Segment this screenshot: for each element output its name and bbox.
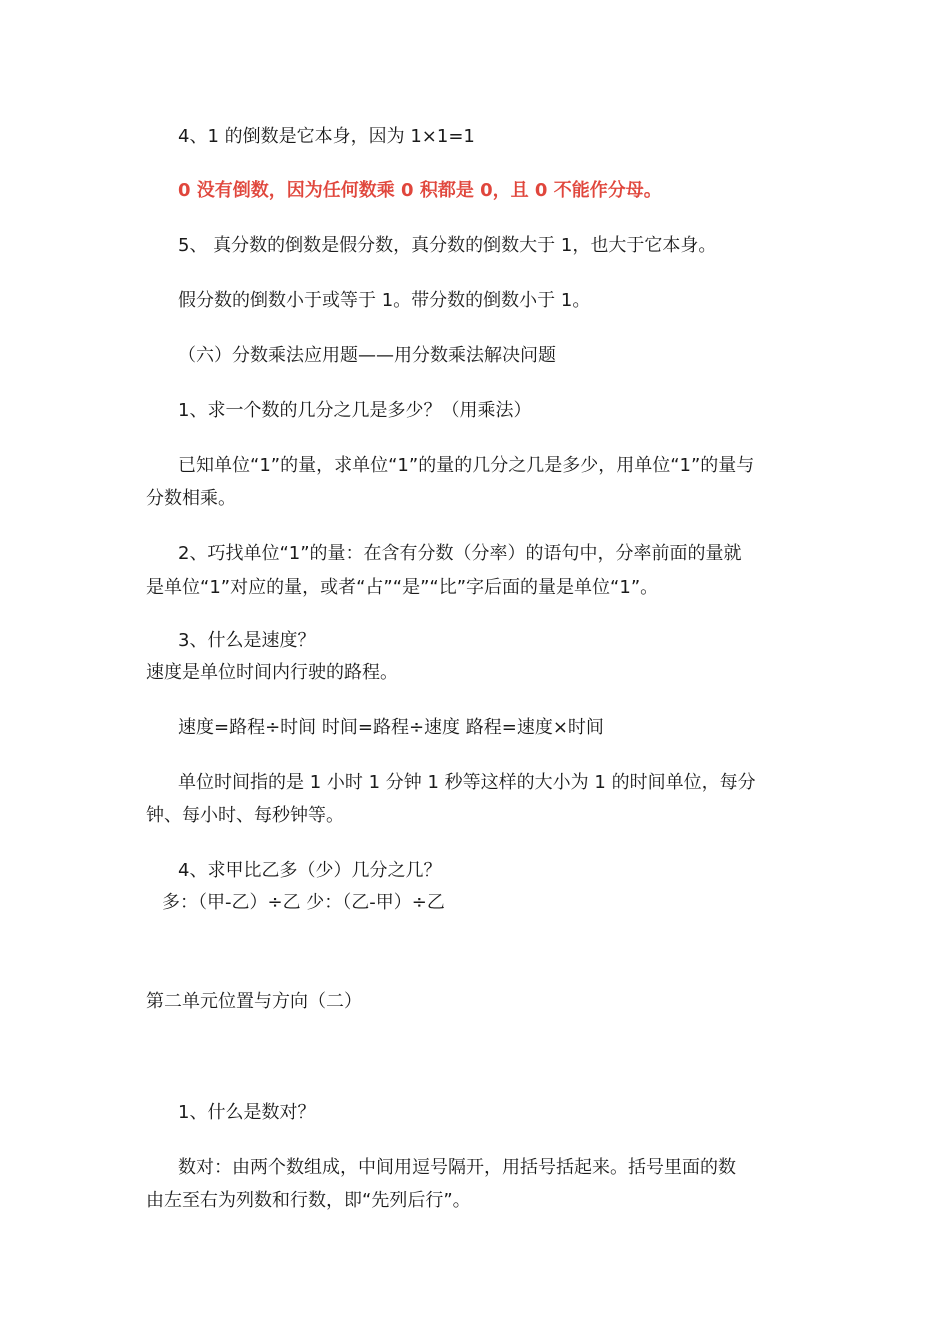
text-line-unit-time-b: 钟、每小时、每秒钟等。 xyxy=(146,805,344,826)
highlight-zero-no-reciprocal: 0 没有倒数，因为任何数乘 0 积都是 0，且 0 不能作分母。 xyxy=(178,180,662,201)
text-line-improper-fraction: 假分数的倒数小于或等于 1。带分数的倒数小于 1。 xyxy=(178,290,591,311)
text-line-coordinate-def-a: 数对：由两个数组成，中间用逗号隔开，用括号括起来。括号里面的数 xyxy=(178,1157,736,1178)
section-heading-unit-two: 第二单元位置与方向（二） xyxy=(146,991,362,1012)
text-line-item-1: 1、求一个数的几分之几是多少？（用乘法） xyxy=(178,400,532,421)
text-line-speed-definition: 速度是单位时间内行驶的路程。 xyxy=(146,662,398,683)
text-line-proper-fraction: 5、 真分数的倒数是假分数，真分数的倒数大于 1，也大于它本身。 xyxy=(178,235,717,256)
text-line-coordinate-def-b: 由左至右为列数和行数，即“先列后行”。 xyxy=(146,1190,471,1211)
text-line-coordinate-question: 1、什么是数对？ xyxy=(178,1102,316,1123)
section-heading-six: （六）分数乘法应用题——用分数乘法解决问题 xyxy=(178,345,556,366)
text-line-reciprocal-of-one: 4、1 的倒数是它本身，因为 1×1=1 xyxy=(178,126,475,147)
text-line-unit-one-a: 已知单位“1”的量，求单位“1”的量的几分之几是多少，用单位“1”的量与 xyxy=(178,455,755,476)
text-line-item-2a: 2、巧找单位“1”的量：在含有分数（分率）的语句中，分率前面的量就 xyxy=(178,543,742,564)
text-line-speed-formulas: 速度=路程÷时间 时间=路程÷速度 路程=速度×时间 xyxy=(178,717,604,738)
text-line-item-4: 4、求甲比乙多（少）几分之几？ xyxy=(178,860,442,881)
text-line-unit-time-a: 单位时间指的是 1 小时 1 分钟 1 秒等这样的大小为 1 的时间单位，每分 xyxy=(178,772,756,793)
text-line-unit-one-b: 分数相乘。 xyxy=(146,488,236,509)
text-line-item-3: 3、什么是速度？ xyxy=(178,630,316,651)
text-line-more-less-formulas: 多：（甲-乙）÷乙 少：（乙-甲）÷乙 xyxy=(162,892,445,913)
text-line-item-2b: 是单位“1”对应的量，或者“占”“是”“比”字后面的量是单位“1”。 xyxy=(146,577,659,598)
